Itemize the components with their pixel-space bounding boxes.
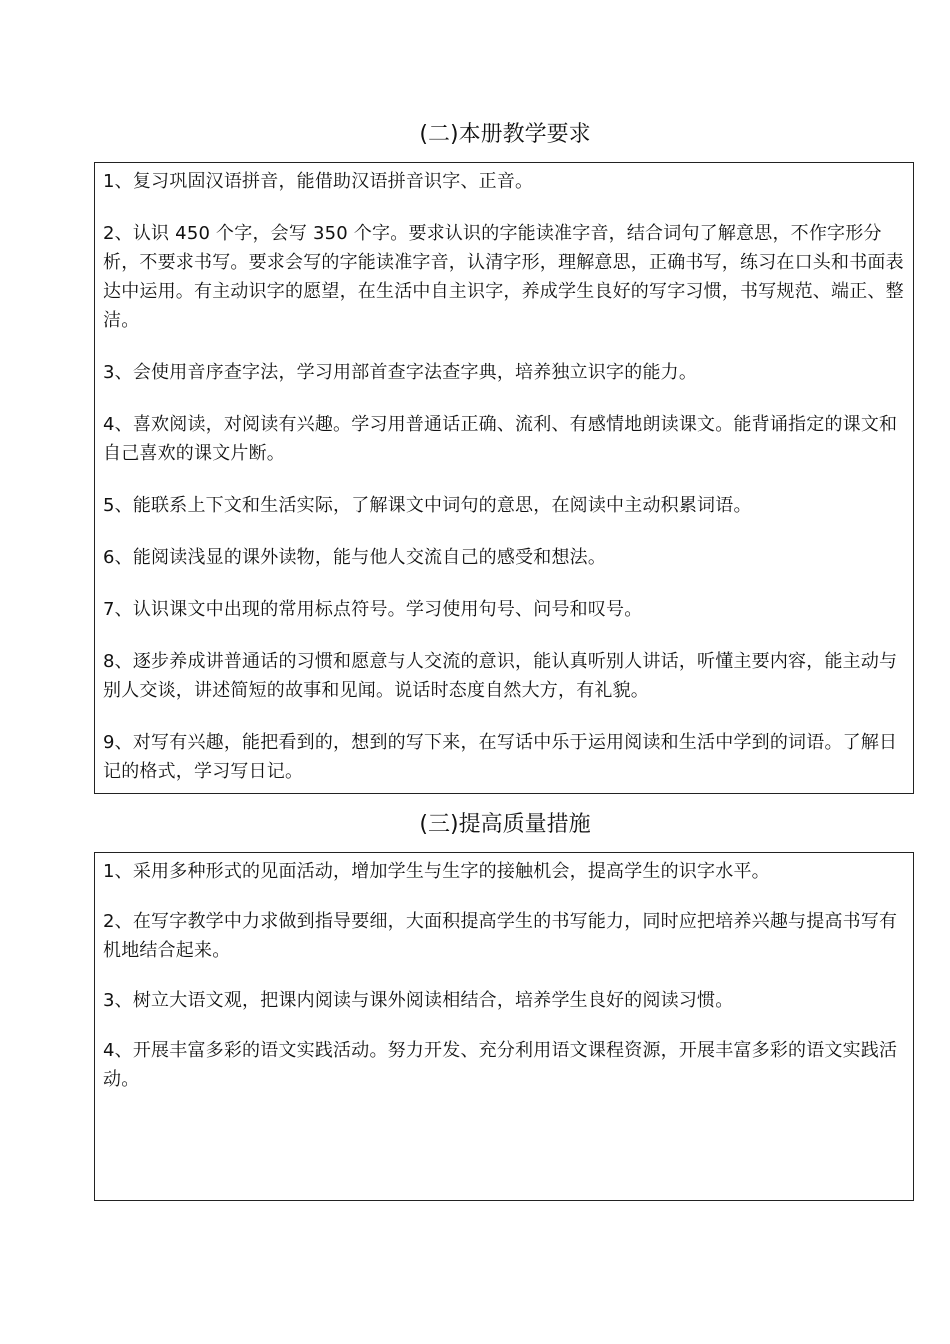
requirement-item: 7、认识课文中出现的常用标点符号。学习使用句号、问号和叹号。 [103, 599, 643, 620]
requirement-item: 3、会使用音序查字法，学习用部首查字法查字典，培养独立识字的能力。 [103, 362, 698, 383]
measure-item: 3、树立大语文观，把课内阅读与课外阅读相结合，培养学生良好的阅读习惯。 [103, 990, 734, 1011]
quality-measures-box [94, 852, 914, 1201]
requirement-item: 2、认识 450 个字，会写 350 个字。要求认识的字能读准字音，结合词句了解意思，不作字形分析，不要求书写。要求会写的字能读准字音，认清字形，理解意思，正确书写，练习在口头和书面表达中运用。有主动识字的愿望，在生活中自主识字，养成学生良好的写字习惯，书写规范、端正、整洁。 [103, 223, 904, 331]
requirement-item: 6、能阅读浅显的课外读物，能与他人交流自己的感受和想法。 [103, 547, 607, 568]
measure-item: 2、在写字教学中力求做到指导要细，大面积提高学生的书写能力，同时应把培养兴趣与提高书写有机地结合起来。 [103, 911, 898, 961]
requirement-item: 1、复习巩固汉语拼音，能借助汉语拼音识字、正音。 [103, 171, 534, 192]
requirement-item: 8、逐步养成讲普通话的习惯和愿意与人交流的意识，能认真听别人讲话，听懂主要内容，能主动与别人交谈，讲述简短的故事和见闻。说话时态度自然大方，有礼貌。 [103, 651, 898, 701]
measure-item: 1、采用多种形式的见面活动，增加学生与生字的接触机会，提高学生的识字水平。 [103, 861, 770, 882]
requirement-item: 9、对写有兴趣，能把看到的，想到的写下来，在写话中乐于运用阅读和生活中学到的词语。了解日记的格式，学习写日记。 [103, 732, 898, 782]
teaching-requirements-box [94, 162, 914, 794]
requirement-item: 4、喜欢阅读，对阅读有兴趣。学习用普通话正确、流利、有感情地朗读课文。能背诵指定的课文和自己喜欢的课文片断。 [103, 414, 898, 464]
requirement-item: 5、能联系上下文和生活实际，了解课文中词句的意思，在阅读中主动积累词语。 [103, 495, 752, 516]
section-title-quality-measures: (三)提高质量措施 [419, 812, 591, 837]
measure-item: 4、开展丰富多彩的语文实践活动。努力开发、充分利用语文课程资源，开展丰富多彩的语文实践活动。 [103, 1040, 898, 1090]
section-title-teaching-requirements: (二)本册教学要求 [419, 122, 591, 147]
